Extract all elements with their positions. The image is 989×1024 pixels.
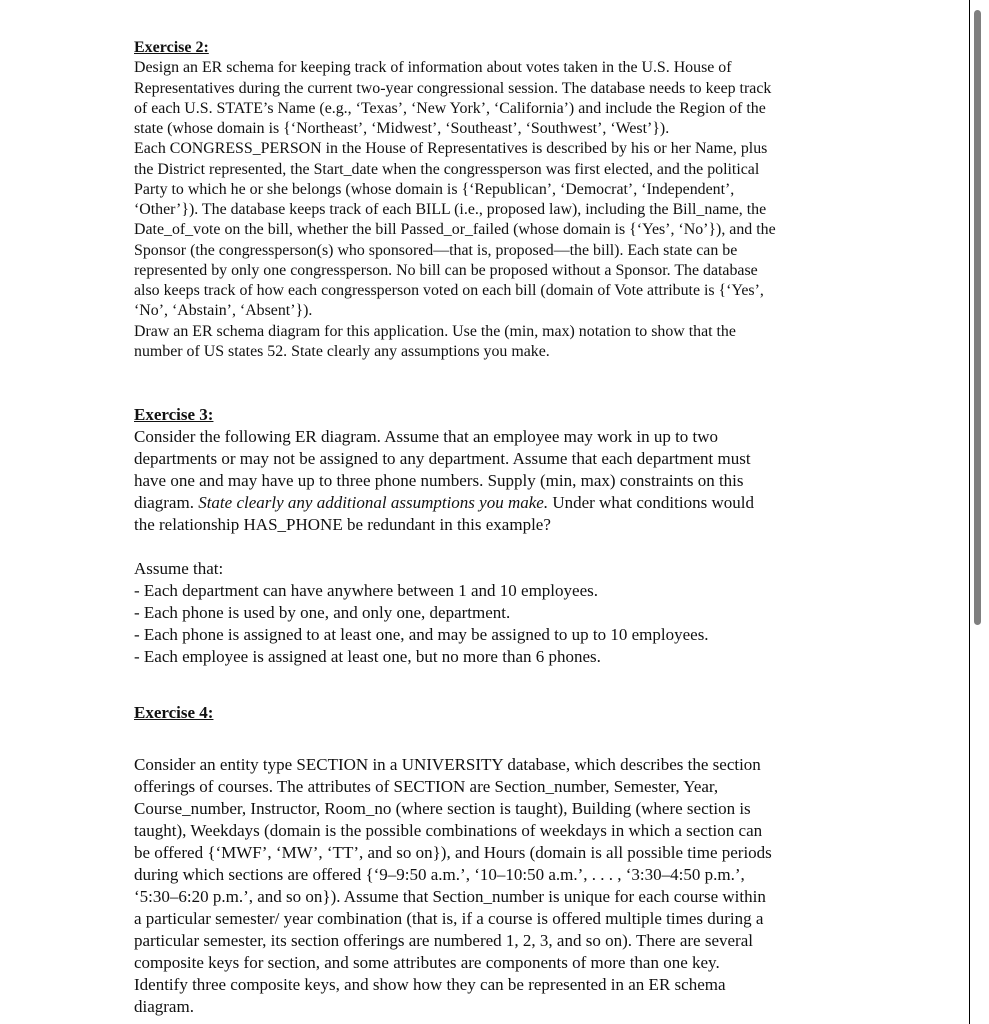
exercise-4-heading: Exercise 4: xyxy=(134,703,214,722)
text-line: have one and may have up to three phone numbers. Supply (min, max) constraints on this xyxy=(134,471,744,490)
text-line: Representatives during the current two-year congressional session. The database needs to keep track xyxy=(134,79,772,97)
text-line: departments or may not be assigned to any department. Assume that each department must xyxy=(134,449,751,468)
text-line: Each CONGRESS_PERSON in the House of Representatives is described by his or her Name, plus xyxy=(134,140,768,158)
exercise-4-body xyxy=(134,754,859,1018)
text-line: composite keys for section, and some attributes are components of more than one key. xyxy=(134,953,720,972)
text-line: taught), Weekdays (domain is the possible combinations of weekdays in which a section can xyxy=(134,821,763,840)
exercise-2-heading: Exercise 2: xyxy=(134,39,209,56)
text-line: also keeps track of how each congressperson voted on each bill (domain of Vote attribute is {‘Yes’, xyxy=(134,282,764,299)
exercise-3-heading: Exercise 3: xyxy=(134,405,214,424)
assumptions-list xyxy=(134,558,859,668)
text-line: the District represented, the Start_date when the congressperson was first elected, and the political xyxy=(134,160,760,178)
text-line: Consider an entity type SECTION in a UNIVERSITY database, which describes the section xyxy=(134,755,761,774)
text-line: Consider the following ER diagram. Assume that an employee may work in up to two xyxy=(134,427,719,446)
text-line: of each U.S. STATE’s Name (e.g., ‘Texas’, ‘New York’, ‘California’) and include the Region of the xyxy=(134,99,766,117)
text-line: Date_of_vote on the bill, whether the bill Passed_or_failed (whose domain is {‘Yes’, ‘No’}), and the xyxy=(134,221,776,239)
text-line: Identify three composite keys, and show how they can be represented in an ER schema xyxy=(134,975,726,994)
text-fragment: Under what conditions would xyxy=(548,493,754,512)
exercise-2-body xyxy=(134,58,859,362)
text-line: diagram. xyxy=(134,997,194,1016)
text-line: state (whose domain is {‘Northeast’, ‘Midwest’, ‘Southeast’, ‘Southwest’, ‘West’}). xyxy=(134,120,670,137)
text-fragment: diagram. xyxy=(134,493,199,512)
text-line: number of US states 52. State clearly any assumptions you make. xyxy=(134,342,550,360)
text-line: Party to which he or she belongs (whose domain is {‘Republican’, ‘Democrat’, ‘Independent’, xyxy=(134,180,735,198)
assumptions-heading: Assume that: xyxy=(134,559,224,578)
assumption-item: - Each employee is assigned at least one, but no more than 6 phones. xyxy=(134,647,601,666)
text-line: Design an ER schema for keeping track of information about votes taken in the U.S. House of xyxy=(134,59,732,77)
document-content xyxy=(134,38,859,1018)
text-line: be offered {‘MWF’, ‘MW’, ‘TT’, and so on}), and Hours (domain is all possible time periods xyxy=(134,843,772,862)
text-line: a particular semester/ year combination (that is, if a course is offered multiple times during a xyxy=(134,909,764,928)
italic-assumption-note: State clearly any additional assumptions you make. xyxy=(198,493,549,512)
text-line: ‘Other’}). The database keeps track of each BILL (i.e., proposed law), including the Bill_name, the xyxy=(134,201,767,218)
exercise-4 xyxy=(134,702,859,1018)
exercise-3 xyxy=(134,404,859,668)
assumption-item: - Each department can have anywhere between 1 and 10 employees. xyxy=(134,581,598,600)
spacer xyxy=(134,536,859,558)
text-line: during which sections are offered {‘9–9:50 a.m.’, ‘10–10:50 a.m.’, . . . , ‘3:30–4:50 p.m.’, xyxy=(134,865,745,884)
scrollbar-thumb[interactable] xyxy=(974,10,981,625)
text-line-mixed xyxy=(134,492,859,514)
exercise-3-body xyxy=(134,426,859,536)
text-line: Sponsor (the congressperson(s) who sponsored—that is, proposed—the bill). Each state can be xyxy=(134,241,738,259)
text-line: represented by only one congressperson. No bill can be proposed without a Sponsor. The database xyxy=(134,261,758,279)
text-line: ‘No’, ‘Abstain’, ‘Absent’}). xyxy=(134,302,313,320)
spacer xyxy=(134,724,859,754)
text-line: particular semester, its section offerings are numbered 1, 2, 3, and so on). There are several xyxy=(134,931,753,950)
exercise-2 xyxy=(134,38,859,362)
text-line: offerings of courses. The attributes of SECTION are Section_number, Semester, Year, xyxy=(134,777,719,796)
text-line: ‘5:30–6:20 p.m.’, and so on}). Assume that Section_number is unique for each course within xyxy=(134,887,766,906)
assumption-item: - Each phone is assigned to at least one, and may be assigned to up to 10 employees. xyxy=(134,625,709,644)
text-line: the relationship HAS_PHONE be redundant in this example? xyxy=(134,515,551,534)
text-line: Course_number, Instructor, Room_no (where section is taught), Building (where section is xyxy=(134,799,751,818)
text-line: Draw an ER schema diagram for this application. Use the (min, max) notation to show that the xyxy=(134,322,736,340)
assumption-item: - Each phone is used by one, and only one, department. xyxy=(134,603,511,622)
